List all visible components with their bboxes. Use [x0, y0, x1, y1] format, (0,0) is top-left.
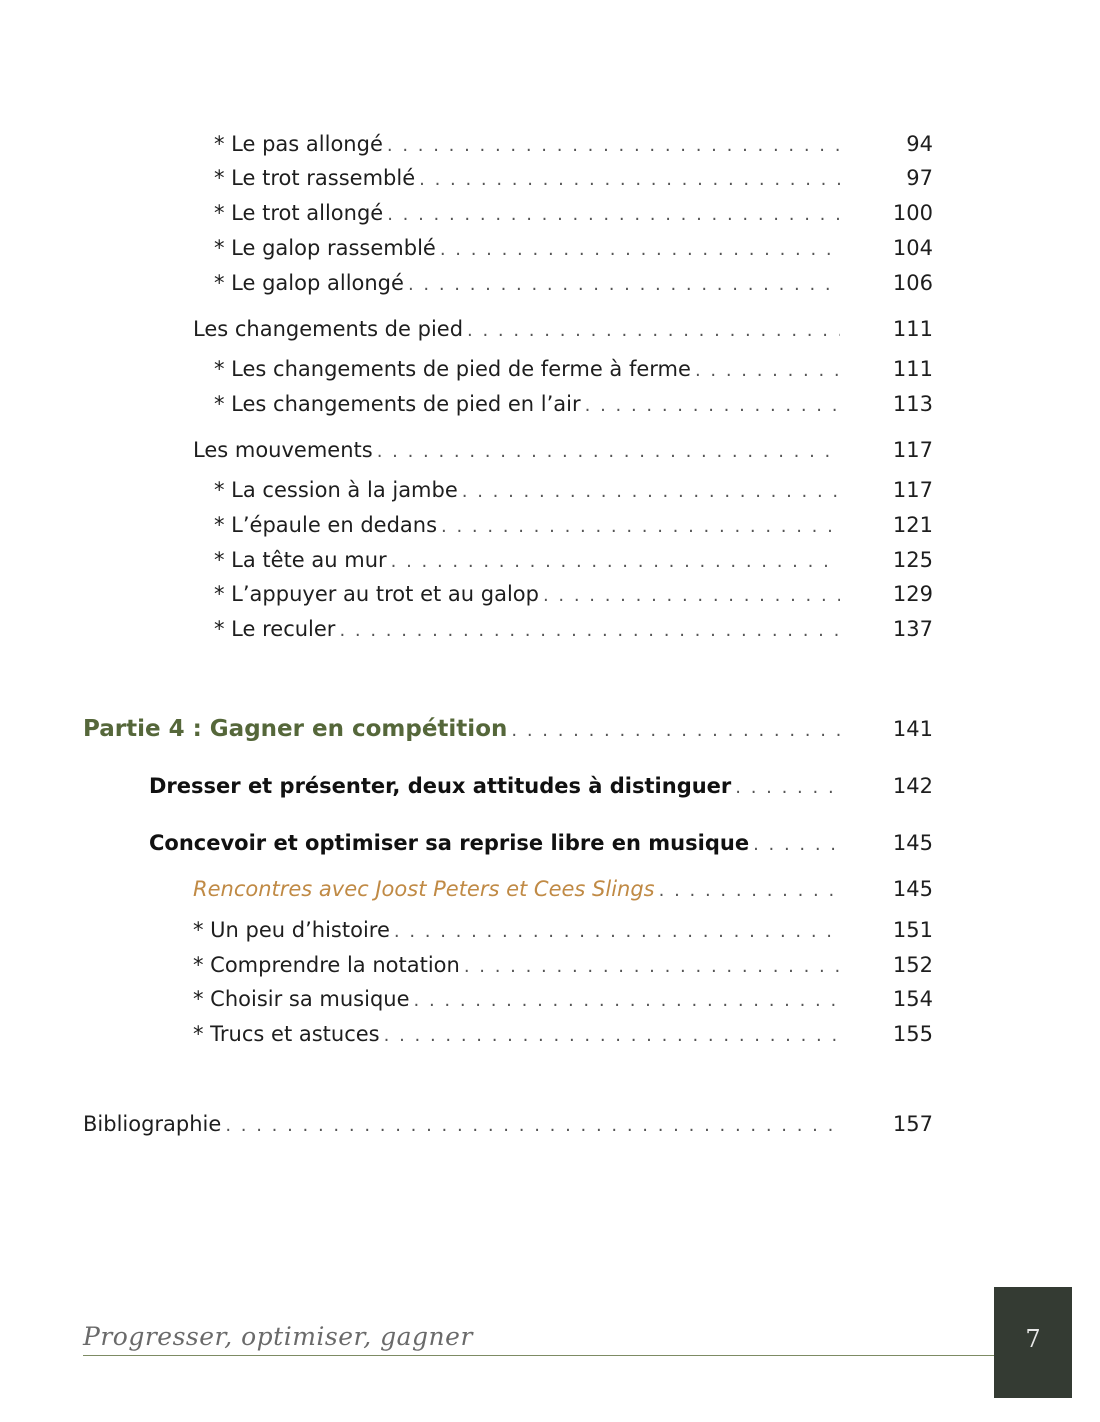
- toc-entry-page: 155: [892, 1022, 933, 1046]
- toc-entry-label: * La cession à la jambe: [214, 472, 462, 508]
- dot-leader: [414, 983, 840, 1019]
- toc-entry-page: 129: [892, 582, 933, 606]
- toc-entry: [193, 1016, 840, 1052]
- page-number: 7: [1025, 1325, 1041, 1353]
- toc-entry-label: * Les changements de pied en l’air: [214, 386, 585, 422]
- toc-chapter-page: 142: [892, 774, 933, 798]
- toc-entry-page: 152: [892, 953, 933, 977]
- footer-rule: [83, 1355, 995, 1356]
- dot-leader: [408, 267, 840, 303]
- toc-interview: [193, 871, 840, 907]
- toc-chapter-label: Dresser et présenter, deux attitudes à distinguer: [149, 768, 735, 804]
- toc-entry: [214, 542, 840, 578]
- dot-leader: [695, 353, 840, 389]
- toc-part-page: 141: [892, 717, 933, 741]
- toc-entry: [214, 265, 840, 301]
- toc-chapter-page: 145: [892, 831, 933, 855]
- toc-part-heading: [83, 711, 840, 747]
- dot-leader: [659, 873, 840, 909]
- toc-interview-page: 145: [892, 877, 933, 901]
- toc-entry-page: 117: [892, 478, 933, 502]
- toc-entry-label: * Le pas allongé: [214, 126, 387, 162]
- dot-leader: [384, 1018, 840, 1054]
- toc-section: [193, 311, 840, 347]
- toc-section-page: 117: [892, 438, 933, 462]
- toc-entry-label: * Choisir sa musique: [193, 981, 414, 1017]
- dot-leader: [462, 474, 840, 510]
- toc-chapter: [149, 825, 840, 861]
- toc-entry-label: * La tête au mur: [214, 542, 391, 578]
- toc-section-label: Les mouvements: [193, 432, 377, 468]
- dot-leader: [377, 434, 840, 470]
- toc-entry-page: 100: [892, 201, 933, 225]
- toc-chapter: [149, 768, 840, 804]
- toc-chapter-label: Concevoir et optimiser sa reprise libre en musique: [149, 825, 753, 861]
- toc-entry: [214, 126, 840, 162]
- dot-leader: [339, 613, 840, 649]
- dot-leader: [585, 388, 840, 424]
- dot-leader: [467, 313, 840, 349]
- dot-leader: [419, 162, 840, 198]
- toc-entry-page: 113: [892, 392, 933, 416]
- toc-entry-label: * Le trot allongé: [214, 195, 387, 231]
- toc-entry: [193, 947, 840, 983]
- toc-entry: [214, 576, 840, 612]
- dot-leader: [735, 770, 840, 806]
- toc-entry-label: * Trucs et astuces: [193, 1016, 384, 1052]
- toc-entry-page: 104: [892, 236, 933, 260]
- page-number-box: [994, 1287, 1072, 1398]
- dot-leader: [394, 914, 840, 950]
- toc-entry: [214, 472, 840, 508]
- toc-bibliography: [83, 1106, 840, 1142]
- dot-leader: [225, 1108, 840, 1144]
- toc-entry-label: * Le reculer: [214, 611, 339, 647]
- toc-section-label: Les changements de pied: [193, 311, 467, 347]
- toc-entry-page: 121: [892, 513, 933, 537]
- toc-entry: [193, 981, 840, 1017]
- toc-entry: [214, 230, 840, 266]
- toc-entry: [214, 507, 840, 543]
- dot-leader: [511, 713, 840, 749]
- toc-interview-label: Rencontres avec Joost Peters et Cees Slings: [193, 871, 659, 907]
- toc-section: [193, 432, 840, 468]
- toc-entry: [214, 611, 840, 647]
- toc-entry-page: 97: [906, 166, 933, 190]
- toc-entry-label: * Un peu d’histoire: [193, 912, 394, 948]
- dot-leader: [387, 197, 840, 233]
- toc-entry: [193, 912, 840, 948]
- toc-entry-label: * L’appuyer au trot et au galop: [214, 576, 543, 612]
- toc-entry-page: 137: [892, 617, 933, 641]
- toc-entry-page: 125: [892, 548, 933, 572]
- toc-entry: [214, 195, 840, 231]
- toc-entry-label: * Comprendre la notation: [193, 947, 464, 983]
- dot-leader: [387, 128, 840, 164]
- dot-leader: [441, 509, 840, 545]
- toc-entry-page: 106: [892, 271, 933, 295]
- dot-leader: [391, 544, 840, 580]
- toc-bibliography-page: 157: [892, 1112, 933, 1136]
- dot-leader: [464, 949, 840, 985]
- dot-leader: [543, 578, 840, 614]
- toc-entry-label: * Le galop rassemblé: [214, 230, 440, 266]
- toc-entry-page: 151: [892, 918, 933, 942]
- toc-section-page: 111: [892, 317, 933, 341]
- toc-entry: [214, 386, 840, 422]
- footer-book-title: Progresser, optimiser, gagner: [83, 1322, 473, 1351]
- dot-leader: [440, 232, 840, 268]
- toc-part-label: Partie 4 : Gagner en compétition: [83, 711, 511, 747]
- toc-entry-label: * Le galop allongé: [214, 265, 408, 301]
- toc-entry-page: 111: [892, 357, 933, 381]
- toc-entry: [214, 160, 840, 196]
- toc-bibliography-label: Bibliographie: [83, 1106, 225, 1142]
- toc-entry-page: 154: [892, 987, 933, 1011]
- toc-entry-page: 94: [906, 132, 933, 156]
- toc-entry-label: * L’épaule en dedans: [214, 507, 441, 543]
- dot-leader: [753, 827, 840, 863]
- toc-entry: [214, 351, 840, 387]
- toc-entry-label: * Les changements de pied de ferme à ferme: [214, 351, 695, 387]
- toc-entry-label: * Le trot rassemblé: [214, 160, 419, 196]
